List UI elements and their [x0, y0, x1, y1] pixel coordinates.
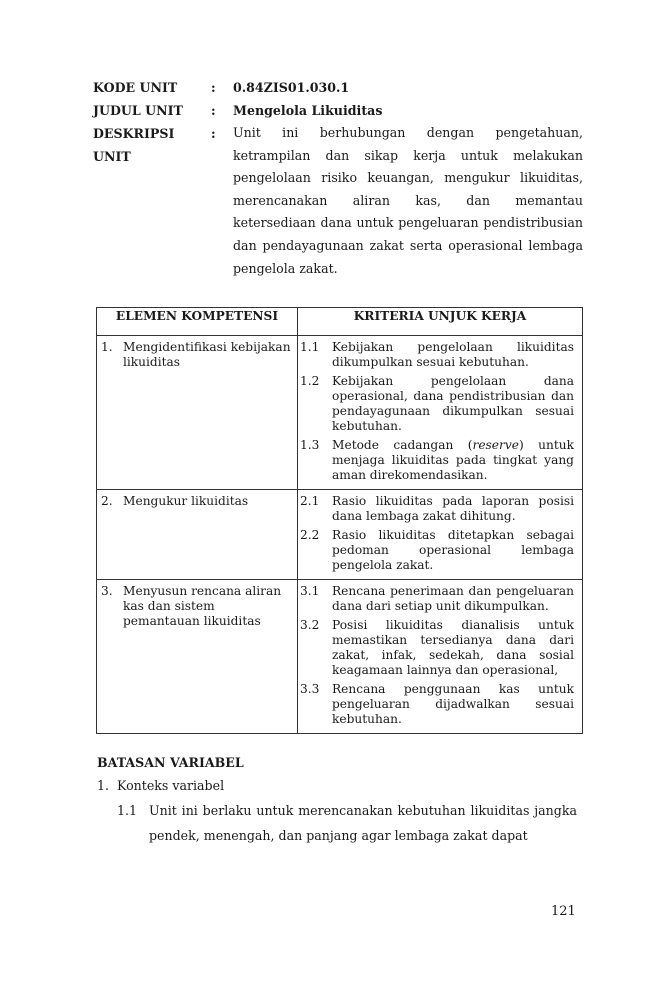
- list-number: 1.: [97, 778, 110, 793]
- kriteria-text: Kebijakan pengelolaan likuiditas dikumpulkan sesuai kebutuhan.: [332, 340, 574, 369]
- kriteria-text: Rasio likuiditas pada laporan posisi dana lembaga zakat dihitung.: [332, 494, 574, 523]
- kriteria-cell: [298, 490, 583, 580]
- italic-term: reserve: [472, 438, 519, 452]
- list-item: [97, 774, 577, 798]
- kriteria-cell: [298, 580, 583, 734]
- elemen-number: 3.: [101, 584, 113, 598]
- kriteria-cell: [298, 336, 583, 490]
- sub-list-number: 1.1: [117, 803, 138, 818]
- section-heading: BATASAN VARIABEL: [97, 755, 244, 770]
- colon: :: [211, 103, 216, 118]
- kriteria-number: 3.3: [300, 682, 320, 696]
- kriteria-text: Posisi likuiditas dianalisis untuk memastikan tersedianya dana dari zakat, infak, sedekah, dana sosial keagamaan lainnya dan operasional,: [332, 618, 574, 677]
- kriteria-number: 1.1: [300, 340, 320, 354]
- header-elemen-kompetensi: ELEMEN KOMPETENSI: [97, 308, 298, 336]
- judul-unit-value: Mengelola Likuiditas: [233, 103, 383, 118]
- elemen-text: Mengidentifikasi kebijakan likuiditas: [123, 340, 291, 369]
- kriteria-item: [300, 340, 574, 370]
- judul-unit-row: [93, 99, 583, 122]
- kriteria-number: 1.3: [300, 438, 320, 452]
- elemen-number: 2.: [101, 494, 113, 508]
- table-row: [97, 490, 583, 580]
- kriteria-text: Rencana penerimaan dan pengeluaran dana dari setiap unit dikumpulkan.: [332, 584, 574, 613]
- table-row: [97, 580, 583, 734]
- kriteria-item: [300, 584, 574, 614]
- kriteria-item: [300, 528, 574, 573]
- colon: :: [211, 80, 216, 95]
- kriteria-text: [332, 438, 574, 483]
- kriteria-item: [300, 618, 574, 678]
- judul-unit-label: JUDUL UNIT: [93, 103, 183, 118]
- kriteria-text: Rasio likuiditas ditetapkan sebagai pedoman operasional lembaga pengelola zakat.: [332, 528, 574, 572]
- kriteria-text: Rencana penggunaan kas untuk pengeluaran dijadwalkan sesuai kebutuhan.: [332, 682, 574, 726]
- deskripsi-unit-row: [93, 122, 583, 280]
- deskripsi-unit-label: DESKRIPSI UNIT: [93, 126, 175, 164]
- kriteria-number: 3.2: [300, 618, 320, 632]
- elemen-cell: [97, 336, 298, 490]
- kriteria-text: Kebijakan pengelolaan dana operasional, dana pendistribusian dan pendayagunaan dikumpulkan sesuai kebutuhan.: [332, 374, 574, 433]
- kriteria-item: [300, 374, 574, 434]
- kriteria-number: 2.2: [300, 528, 320, 542]
- deskripsi-unit-value: Unit ini berhubungan dengan pengetahuan, ketrampilan dan sikap kerja untuk melakukan pengelolaan risiko keuangan, mengukur likuiditas, merencanakan aliran kas, dan memantau ketersediaan dana untuk pengeluaran pendistribusian dan pendayagunaan zakat serta operasional lembaga pengelola zakat.: [233, 125, 583, 276]
- table-row: [97, 336, 583, 490]
- kriteria-number: 1.2: [300, 374, 320, 388]
- kriteria-number: 3.1: [300, 584, 320, 598]
- kriteria-item: [300, 682, 574, 727]
- kode-unit-value: 0.84ZIS01.030.1: [233, 80, 350, 95]
- kode-unit-row: [93, 76, 583, 99]
- unit-metadata: [93, 76, 583, 280]
- sub-list-item: [117, 798, 577, 848]
- kriteria-number: 2.1: [300, 494, 320, 508]
- kode-unit-label: KODE UNIT: [93, 80, 178, 95]
- elemen-text: Menyusun rencana aliran kas dan sistem pemantauan likuiditas: [123, 584, 282, 628]
- header-kriteria-unjuk-kerja: KRITERIA UNJUK KERJA: [298, 308, 583, 336]
- kriteria-item: [300, 438, 574, 483]
- table-header-row: [97, 308, 583, 336]
- kriteria-item: [300, 494, 574, 524]
- colon: :: [211, 126, 216, 141]
- batasan-variabel-section: [97, 752, 577, 848]
- list-text: Konteks variabel: [117, 778, 225, 793]
- text-part: Metode cadangan (: [332, 438, 473, 452]
- competency-table: [96, 307, 583, 734]
- sub-list-text: Unit ini berlaku untuk merencanakan kebutuhan likuiditas jangka pendek, menengah, dan panjang agar lembaga zakat dapat: [149, 803, 577, 843]
- elemen-number: 1.: [101, 340, 113, 354]
- elemen-cell: [97, 580, 298, 734]
- elemen-text: Mengukur likuiditas: [123, 494, 249, 508]
- text-part: ) untuk menjaga likuiditas pada tingkat yang aman direkomendasikan.: [332, 438, 574, 482]
- elemen-cell: [97, 490, 298, 580]
- page-number: 121: [551, 904, 576, 919]
